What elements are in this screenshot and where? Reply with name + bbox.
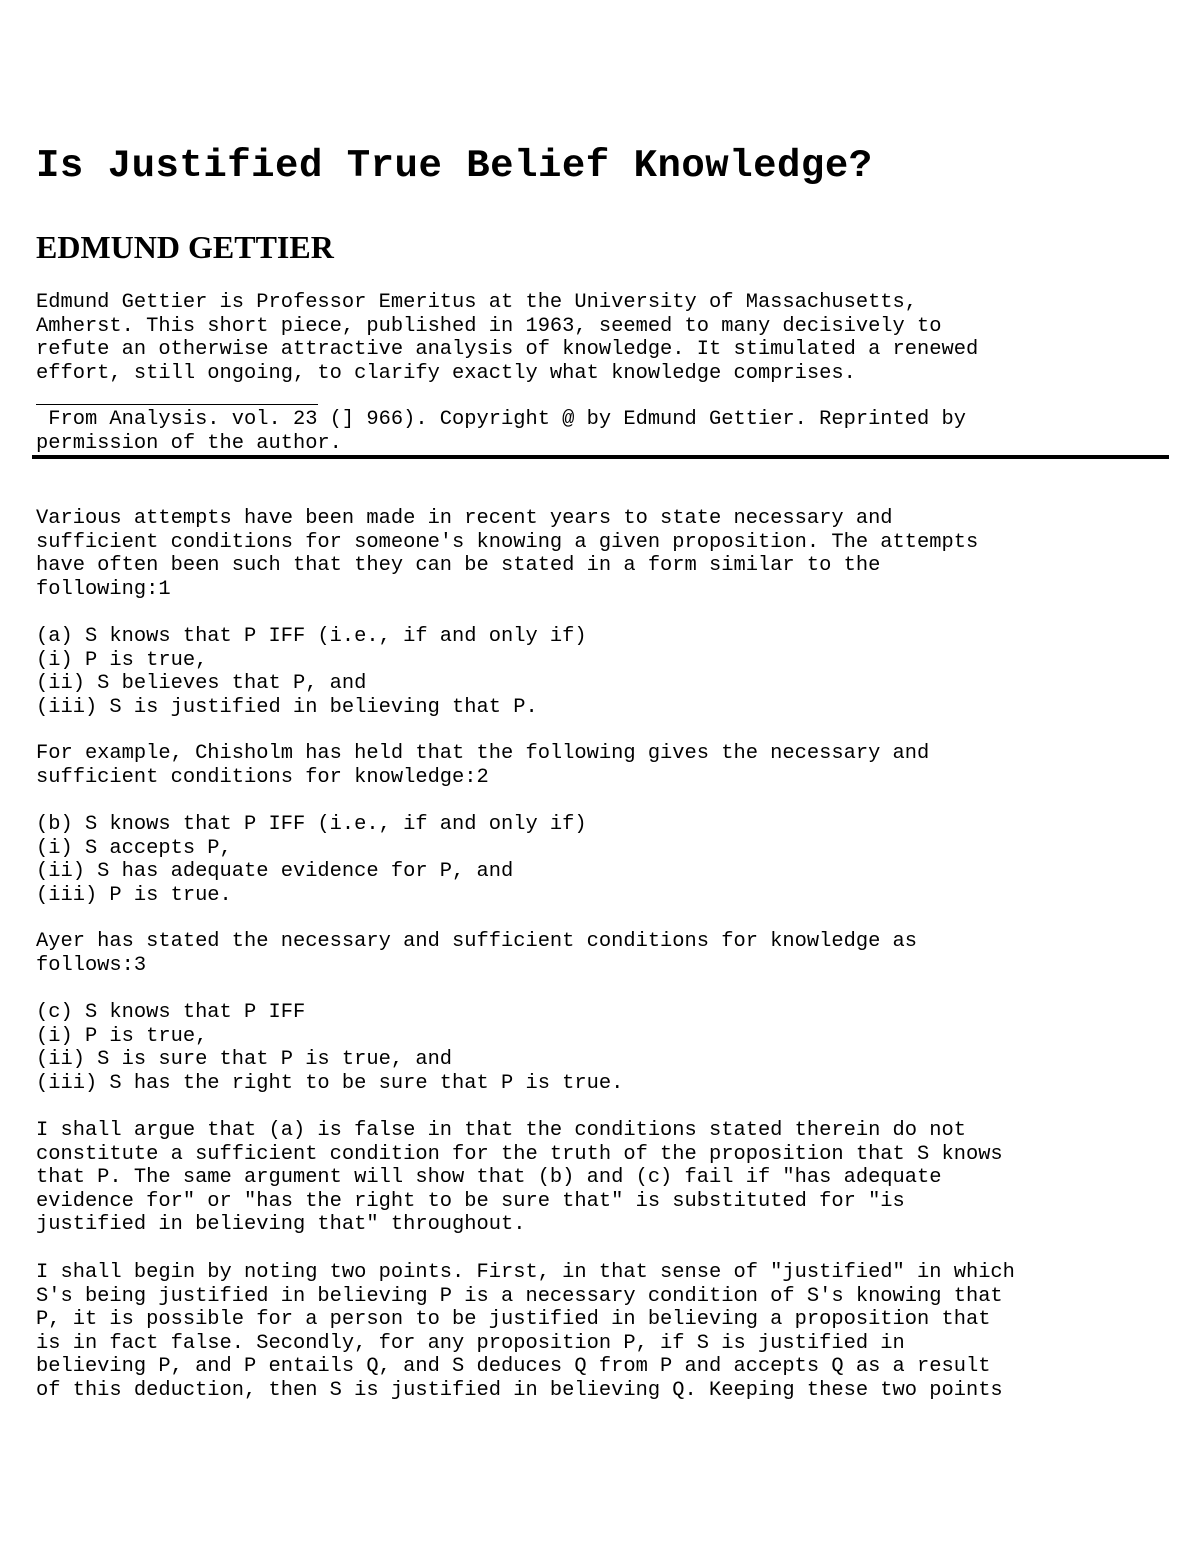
header-divider bbox=[32, 455, 1169, 459]
page-title: Is Justified True Belief Knowledge? bbox=[36, 144, 873, 188]
body-paragraph-1: Various attempts have been made in recent years to state necessary and sufficient conditions for someone's knowing a given proposition. The attempts have often been such that they can be stated in a form similar to the following:1 bbox=[36, 507, 979, 601]
definition-c: (c) S knows that P IFF (i) P is true, (ii) S is sure that P is true, and (iii) S has the right to be sure that P is true. bbox=[36, 1001, 624, 1095]
definition-b: (b) S knows that P IFF (i.e., if and only if) (i) S accepts P, (ii) S has adequate evidence for P, and (iii) P is true. bbox=[36, 813, 587, 907]
body-paragraph-5: I shall begin by noting two points. First, in that sense of "justified" in which S's being justified in believing P is a necessary condition of S's knowing that P, it is possible for a person to be justified in believing a proposition that is in fact false. Secondly, for any proposition P, if S is justified in believing P, and P entails Q, and S deduces Q from P and accepts Q as a result of this deduction, then S is justified in believing Q. Keeping these two points bbox=[36, 1261, 1015, 1402]
author-intro: Edmund Gettier is Professor Emeritus at the University of Massachusetts, Amherst. This short piece, published in 1963, seemed to many decisively to refute an otherwise attractive analysis of knowledge. It stimulated a renewed effort, still ongoing, to clarify exactly what knowledge comprises. bbox=[36, 291, 979, 385]
body-paragraph-3: Ayer has stated the necessary and sufficient conditions for knowledge as follows:3 bbox=[36, 930, 918, 977]
body-paragraph-4: I shall argue that (a) is false in that the conditions stated therein do not constitute a sufficient condition for the truth of the proposition that S knows that P. The same argument will show that (b) and (c) fail if "has adequate evidence for" or "has the right to be sure that" is substituted for "is justified in believing that" throughout. bbox=[36, 1119, 1003, 1236]
author-name: EDMUND GETTIER bbox=[36, 229, 334, 265]
body-paragraph-2: For example, Chisholm has held that the following gives the necessary and sufficient conditions for knowledge:2 bbox=[36, 742, 930, 789]
definition-a: (a) S knows that P IFF (i.e., if and only if) (i) P is true, (ii) S believes that P, and (iii) S is justified in believing that P. bbox=[36, 625, 587, 719]
footnote-divider bbox=[36, 404, 318, 405]
source-footnote: From Analysis. vol. 23 (] 966). Copyright @ by Edmund Gettier. Reprinted by permission of the author. bbox=[36, 408, 966, 455]
